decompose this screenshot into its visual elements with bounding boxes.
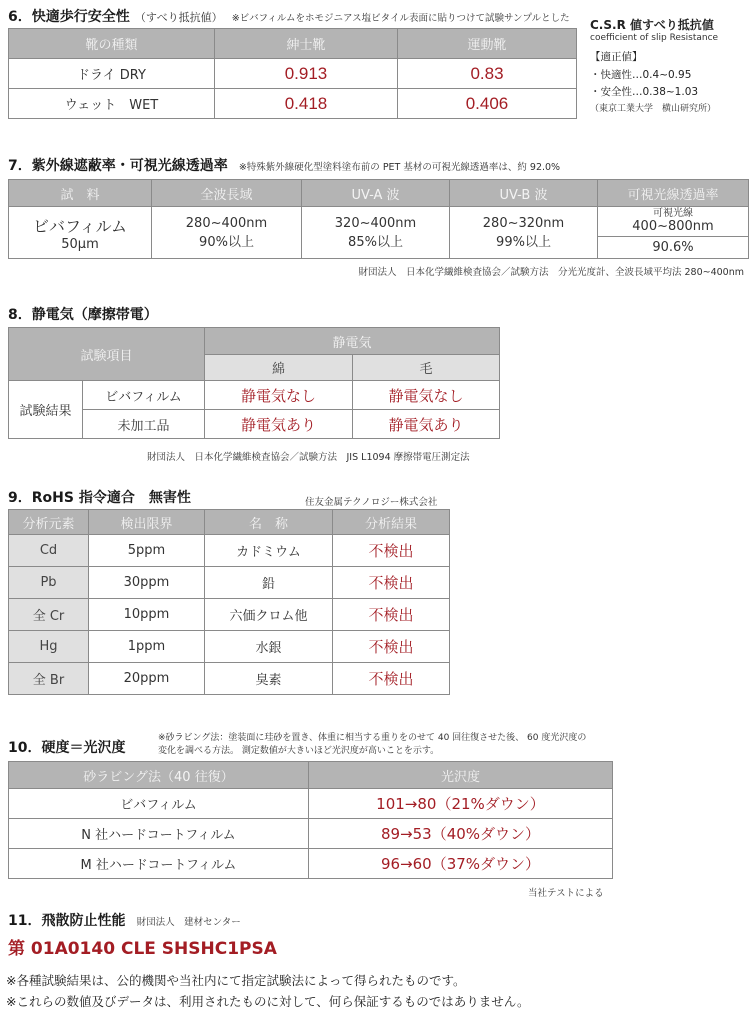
header-sample: 試 料 — [9, 180, 152, 207]
section-10-note — [158, 732, 586, 758]
result-cell: 不検出 — [333, 535, 450, 567]
limit-cell: 5ppm — [89, 535, 205, 567]
value-cell: 0.406 — [398, 89, 577, 119]
uvb-value: 99%以上 — [496, 234, 551, 250]
section-11-title: 11．飛散防止性能 — [8, 913, 126, 929]
table-row — [9, 207, 749, 237]
row-label: N 社ハードコートフィルム — [9, 819, 309, 849]
table-row — [9, 599, 450, 631]
uv-shielding-table — [8, 179, 749, 259]
section-7-footnote: 財団法人 日本化学繊維検査協会／試験方法 分光光度計、全波長域平均法 280~400nm — [358, 267, 744, 278]
table-row — [9, 819, 613, 849]
section-10-note-line: ※砂ラビング法：塗装面に珪砂を置き、体重に相当する重りをのせて 40 回往復させた後、 60 度光沢度の — [158, 733, 587, 743]
visible-label: 可視光線 — [653, 208, 693, 219]
section-7-note: ※特殊紫外線硬化型塗料塗布前の PET 基材の可視光線透過率は、約 92.0% — [238, 162, 561, 173]
result-cell: 不検出 — [333, 631, 450, 663]
name-cell: 鉛 — [205, 567, 333, 599]
element-cell: 全 Br — [9, 663, 89, 695]
header-uvb: UV-B 波 — [450, 180, 598, 207]
uvb-range: 280~320nm — [482, 215, 565, 231]
limit-cell: 30ppm — [89, 567, 205, 599]
section-9-org: 住友金属テクノロジー株式会社 — [305, 497, 438, 508]
header-mens-shoes: 紳士靴 — [215, 29, 398, 59]
value-cell: 0.83 — [398, 59, 577, 89]
full-range: 280~400nm — [185, 215, 268, 231]
csr-item: ・安全性…0.38~1.03 — [590, 86, 699, 98]
csr-source: （東京工業大学 横山研究所） — [590, 104, 717, 114]
header-sand-rubbing: 砂ラビング法（40 往復） — [9, 762, 309, 789]
table-row — [9, 381, 500, 410]
section-6-title: 6．快適歩行安全性 — [8, 9, 130, 25]
table-row — [9, 535, 450, 567]
header-element: 分析元素 — [9, 510, 89, 535]
gloss-value: 96→60（37%ダウン） — [309, 849, 613, 879]
header-visible-transmittance: 可視光線透過率 — [598, 180, 749, 207]
disclaimer — [6, 970, 529, 1012]
row-label: M 社ハードコートフィルム — [9, 849, 309, 879]
element-cell: Hg — [9, 631, 89, 663]
section-8-footnote: 財団法人 日本化学繊維検査協会／試験方法 JIS L1094 摩擦帯電圧測定法 — [147, 452, 470, 463]
disclaimer-line: ※これらの数値及びデータは、利用されたものに対して、何ら保証するものではありません。 — [6, 994, 530, 1009]
table-row — [9, 789, 613, 819]
result-cell: 静電気なし — [205, 381, 353, 410]
header-cotton: 綿 — [205, 355, 353, 381]
gloss-value: 89→53（40%ダウン） — [309, 819, 613, 849]
section-10-heading — [8, 737, 125, 757]
result-cell: 不検出 — [333, 567, 450, 599]
header-sports-shoes: 運動靴 — [398, 29, 577, 59]
header-uva: UV-A 波 — [302, 180, 450, 207]
csr-info-box — [590, 16, 750, 114]
name-cell: カドミウム — [205, 535, 333, 567]
section-10-footnote: 当社テストによる — [528, 888, 604, 899]
csr-title: C.S.R 値すべり抵抗値 — [590, 18, 714, 32]
visible-value: 90.6% — [598, 237, 749, 259]
header-static: 静電気 — [205, 328, 500, 355]
section-11-code: 第 01A0140 CLE SHSHC1PSA — [8, 939, 277, 959]
section-6-note: ※ビバフィルムをホモジニアス塩ビタイル表面に貼りつけて試験サンプルとした — [231, 13, 570, 24]
full-range-cell — [152, 207, 302, 259]
result-cell: 静電気あり — [205, 410, 353, 439]
header-shoe-type: 靴の種類 — [9, 29, 215, 59]
section-8-title: 8．静電気（摩擦帯電） — [8, 307, 158, 323]
section-11-heading — [8, 910, 241, 930]
table-row — [9, 59, 577, 89]
result-cell: 静電気あり — [353, 410, 500, 439]
header-full-range: 全波長域 — [152, 180, 302, 207]
sample-thickness: 50μm — [61, 236, 99, 252]
section-9-heading — [8, 487, 191, 507]
limit-cell: 20ppm — [89, 663, 205, 695]
uvb-cell — [450, 207, 598, 259]
section-9-title: 9．RoHS 指令適合 無害性 — [8, 490, 191, 506]
result-cell: 静電気なし — [353, 381, 500, 410]
section-8-heading — [8, 304, 158, 324]
sample-cell — [9, 207, 152, 259]
section-7-title: 7．紫外線遮蔽率・可視光線透過率 — [8, 158, 228, 174]
name-cell: 水銀 — [205, 631, 333, 663]
table-row — [9, 663, 450, 695]
sample-name: ビバフィルム — [32, 216, 128, 236]
table-row — [9, 567, 450, 599]
row-label: ドライ DRY — [9, 59, 215, 89]
header-name: 名 称 — [205, 510, 333, 535]
gloss-value: 101→80（21%ダウン） — [309, 789, 613, 819]
result-cell: 不検出 — [333, 663, 450, 695]
header-gloss: 光沢度 — [309, 762, 613, 789]
uva-cell — [302, 207, 450, 259]
section-6-heading — [8, 6, 570, 26]
value-cell: 0.418 — [215, 89, 398, 119]
row-label: ウェット WET — [9, 89, 215, 119]
element-cell: Cd — [9, 535, 89, 567]
static-electricity-table — [8, 327, 500, 439]
visible-range-cell — [598, 207, 749, 237]
section-10-title: 10．硬度＝光沢度 — [8, 740, 126, 756]
uva-range: 320~400nm — [334, 215, 417, 231]
name-cell: 六価クロム他 — [205, 599, 333, 631]
limit-cell: 10ppm — [89, 599, 205, 631]
element-cell: Pb — [9, 567, 89, 599]
header-test-item: 試験項目 — [9, 328, 205, 381]
row-label: ビバフィルム — [83, 381, 205, 410]
csr-item: ・快適性…0.4~0.95 — [590, 69, 692, 81]
hardness-gloss-table — [8, 761, 613, 879]
section-7-heading — [8, 155, 560, 175]
table-row — [9, 410, 500, 439]
row-label: 未加工品 — [83, 410, 205, 439]
disclaimer-line: ※各種試験結果は、公的機関や当社内にて指定試験法によって得られたものです。 — [6, 973, 466, 988]
limit-cell: 1ppm — [89, 631, 205, 663]
section-10-note-line: 変化を調べる方法。 測定数値が大きいほど光沢度が高いことを示す。 — [158, 746, 440, 756]
table-row — [9, 89, 577, 119]
element-cell: 全 Cr — [9, 599, 89, 631]
csr-label: 【適正値】 — [590, 51, 643, 63]
slip-resistance-table — [8, 28, 577, 119]
header-detection-limit: 検出限界 — [89, 510, 205, 535]
rohs-table — [8, 509, 450, 695]
visible-range: 400~800nm — [632, 219, 714, 234]
result-label: 試験結果 — [9, 381, 83, 439]
name-cell: 臭素 — [205, 663, 333, 695]
section-11-org: 財団法人 建材センター — [136, 917, 241, 928]
section-6-subtitle: （すべり抵抗値） — [134, 11, 223, 24]
table-row — [9, 849, 613, 879]
full-value: 90%以上 — [199, 234, 254, 250]
table-row — [9, 631, 450, 663]
uva-value: 85%以上 — [348, 234, 403, 250]
csr-subtitle: coefficient of slip Resistance — [590, 33, 719, 43]
row-label: ビバフィルム — [9, 789, 309, 819]
value-cell: 0.913 — [215, 59, 398, 89]
header-wool: 毛 — [353, 355, 500, 381]
header-analysis-result: 分析結果 — [333, 510, 450, 535]
result-cell: 不検出 — [333, 599, 450, 631]
